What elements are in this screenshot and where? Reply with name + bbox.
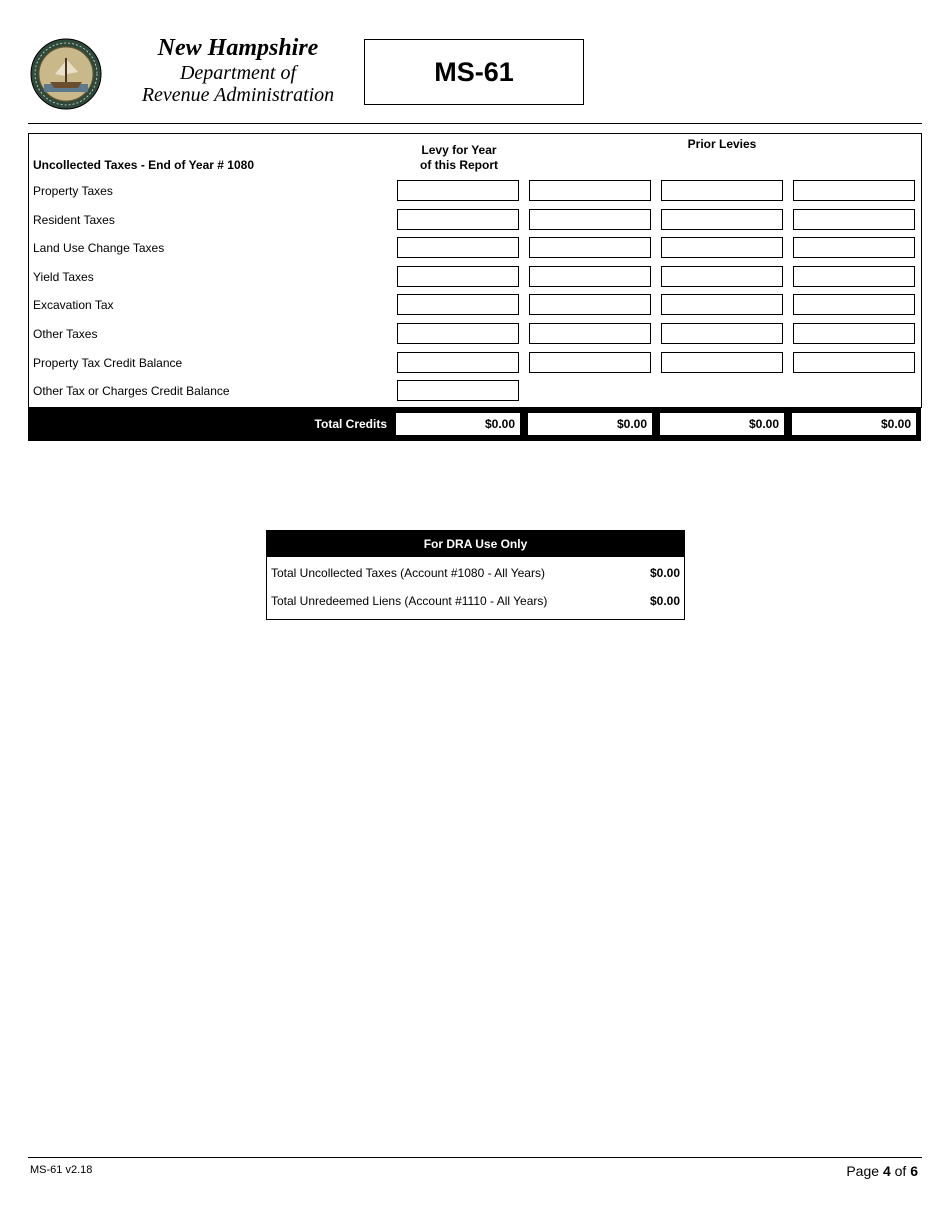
total-credits-label: Total Credits bbox=[314, 417, 387, 431]
input-land-use-prior-1[interactable] bbox=[529, 237, 651, 258]
input-land-use-prior-2[interactable] bbox=[661, 237, 783, 258]
table-title: Uncollected Taxes - End of Year # 1080 bbox=[33, 158, 254, 172]
total-prior-1: $0.00 bbox=[528, 413, 652, 435]
total-credits-row bbox=[28, 407, 921, 441]
dra-use-only-box bbox=[266, 530, 685, 620]
dra-row-uncollected-label: Total Uncollected Taxes (Account #1080 - All Years) bbox=[271, 566, 545, 580]
row-label-resident-taxes: Resident Taxes bbox=[33, 213, 115, 227]
input-other-taxes-prior-3[interactable] bbox=[793, 323, 915, 344]
form-id: MS-61 bbox=[434, 56, 514, 87]
dra-row-uncollected-value: $0.00 bbox=[649, 566, 680, 580]
input-property-taxes-prior-2[interactable] bbox=[661, 180, 783, 201]
col-header-current-line1: Levy for Year bbox=[421, 143, 497, 157]
dra-title: For DRA Use Only bbox=[267, 531, 684, 557]
page-number bbox=[846, 1163, 918, 1179]
page-prefix: Page bbox=[846, 1163, 880, 1179]
row-label-land-use-change-taxes: Land Use Change Taxes bbox=[33, 241, 165, 255]
dra-row-unredeemed-label: Total Unredeemed Liens (Account #1110 - All Years) bbox=[271, 594, 548, 608]
page-of: of bbox=[894, 1163, 907, 1179]
input-resident-taxes-prior-1[interactable] bbox=[529, 209, 651, 230]
input-yield-taxes-current[interactable] bbox=[397, 266, 519, 287]
input-excavation-tax-current[interactable] bbox=[397, 294, 519, 315]
org-department: Department of bbox=[179, 62, 297, 84]
input-property-taxes-current[interactable] bbox=[397, 180, 519, 201]
input-property-credit-prior-3[interactable] bbox=[793, 352, 915, 373]
input-yield-taxes-prior-2[interactable] bbox=[661, 266, 783, 287]
input-property-credit-prior-1[interactable] bbox=[529, 352, 651, 373]
input-other-taxes-prior-2[interactable] bbox=[661, 323, 783, 344]
input-property-credit-current[interactable] bbox=[397, 352, 519, 373]
input-excavation-tax-prior-2[interactable] bbox=[661, 294, 783, 315]
input-land-use-prior-3[interactable] bbox=[793, 237, 915, 258]
total-prior-3: $0.00 bbox=[792, 413, 916, 435]
dra-row-uncollected bbox=[271, 566, 680, 580]
col-header-current-levy bbox=[398, 143, 520, 173]
page-total: 6 bbox=[910, 1163, 918, 1179]
input-resident-taxes-current[interactable] bbox=[397, 209, 519, 230]
input-excavation-tax-prior-3[interactable] bbox=[793, 294, 915, 315]
row-label-yield-taxes: Yield Taxes bbox=[33, 270, 94, 284]
col-header-current-line2: of this Report bbox=[420, 158, 498, 172]
state-seal-icon bbox=[30, 38, 102, 110]
input-other-taxes-current[interactable] bbox=[397, 323, 519, 344]
form-version: MS-61 v2.18 bbox=[30, 1164, 93, 1176]
input-property-taxes-prior-1[interactable] bbox=[529, 180, 651, 201]
input-resident-taxes-prior-2[interactable] bbox=[661, 209, 783, 230]
total-current: $0.00 bbox=[396, 413, 520, 435]
footer-divider bbox=[28, 1157, 922, 1158]
input-property-taxes-prior-3[interactable] bbox=[793, 180, 915, 201]
row-label-other-charges-credit-balance: Other Tax or Charges Credit Balance bbox=[33, 384, 230, 398]
input-resident-taxes-prior-3[interactable] bbox=[793, 209, 915, 230]
org-state: New Hampshire bbox=[157, 35, 319, 61]
row-label-property-tax-credit-balance: Property Tax Credit Balance bbox=[33, 356, 183, 370]
input-excavation-tax-prior-1[interactable] bbox=[529, 294, 651, 315]
total-prior-2: $0.00 bbox=[660, 413, 784, 435]
input-other-taxes-prior-1[interactable] bbox=[529, 323, 651, 344]
dra-row-unredeemed bbox=[271, 594, 680, 608]
input-other-charges-credit-current[interactable] bbox=[397, 380, 519, 401]
input-land-use-current[interactable] bbox=[397, 237, 519, 258]
state-seal bbox=[30, 38, 102, 110]
page-current: 4 bbox=[882, 1163, 891, 1179]
input-yield-taxes-prior-3[interactable] bbox=[793, 266, 915, 287]
row-label-excavation-tax: Excavation Tax bbox=[33, 298, 114, 312]
header-divider bbox=[28, 123, 922, 124]
col-header-prior-levies: Prior Levies bbox=[687, 137, 757, 151]
uncollected-taxes-table bbox=[28, 133, 922, 408]
org-division: Revenue Administration bbox=[141, 84, 335, 106]
input-property-credit-prior-2[interactable] bbox=[661, 352, 783, 373]
organization-name bbox=[112, 34, 364, 106]
row-label-property-taxes: Property Taxes bbox=[33, 184, 113, 198]
input-yield-taxes-prior-1[interactable] bbox=[529, 266, 651, 287]
dra-row-unredeemed-value: $0.00 bbox=[649, 594, 680, 608]
row-label-other-taxes: Other Taxes bbox=[33, 327, 98, 341]
form-id-box bbox=[364, 39, 584, 105]
